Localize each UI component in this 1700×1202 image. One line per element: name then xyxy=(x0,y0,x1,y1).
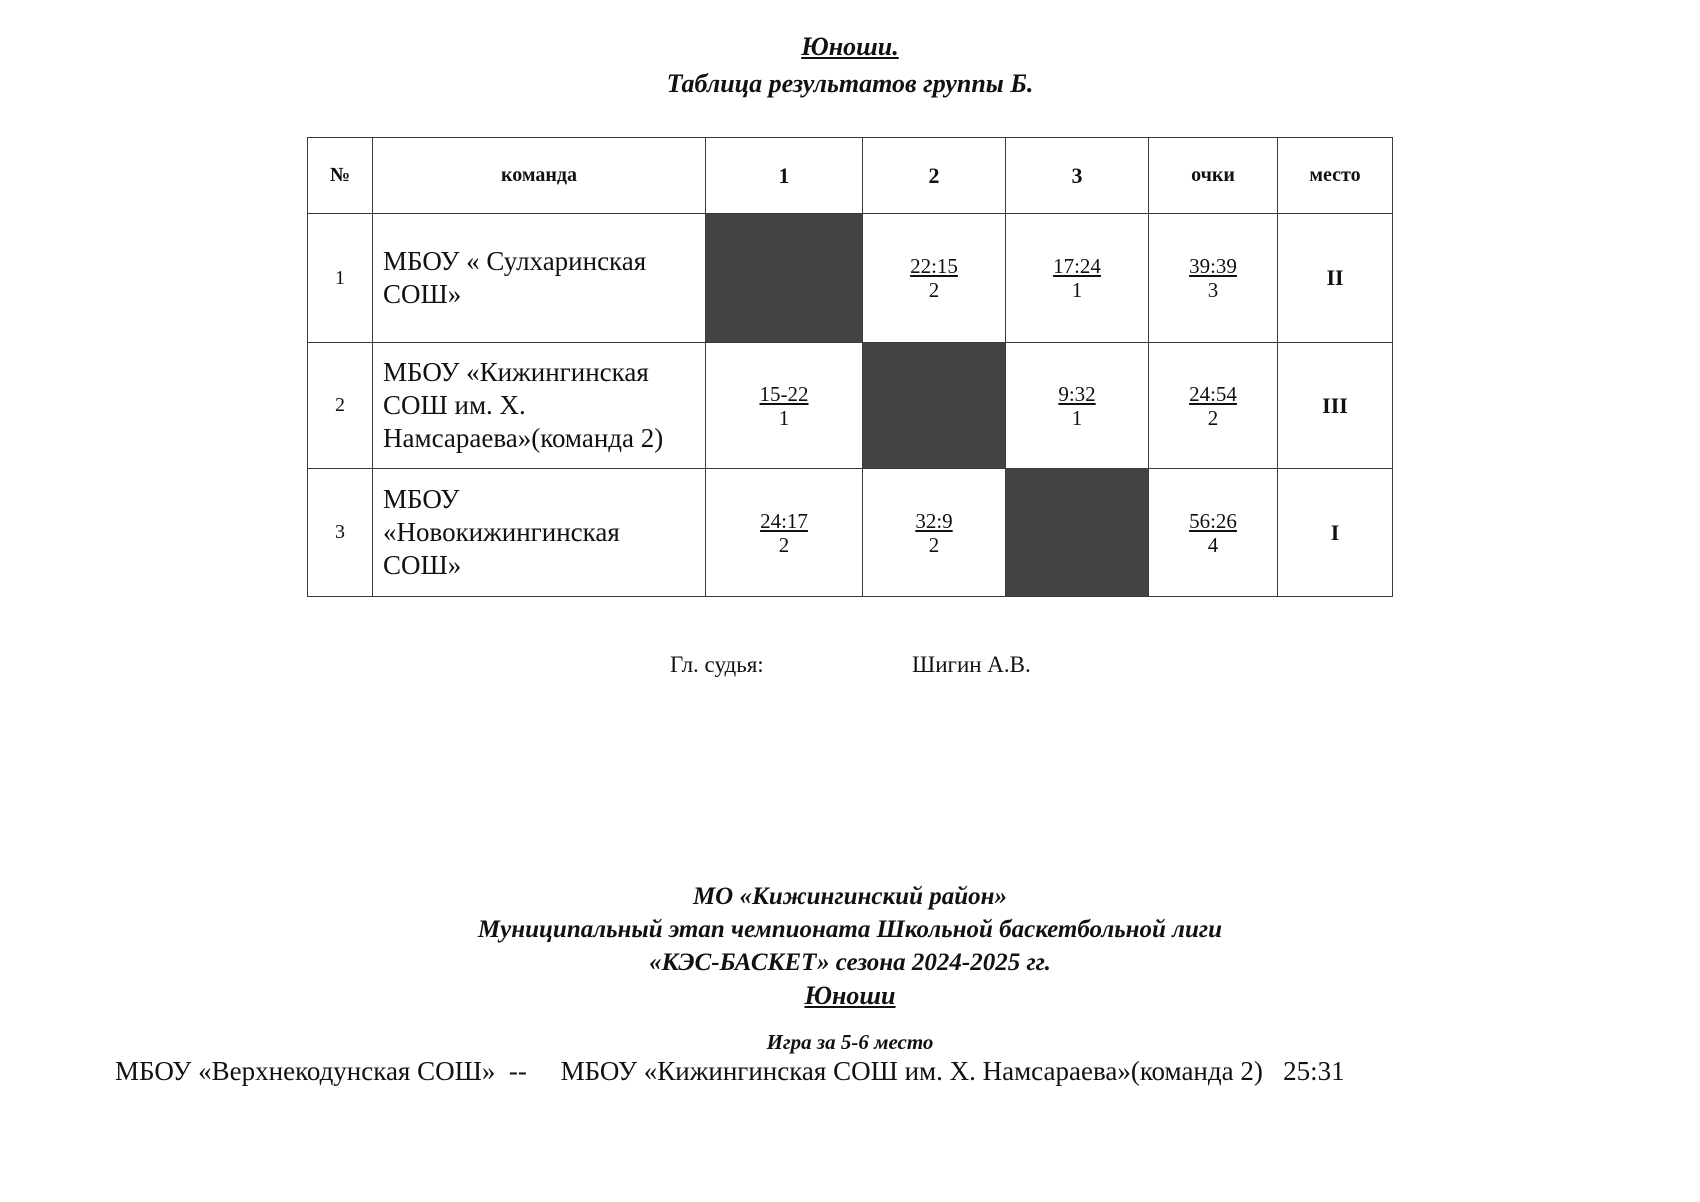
total-score: 39:39 xyxy=(1189,254,1237,278)
row-number: 2 xyxy=(308,343,373,469)
match-points: 2 xyxy=(778,532,790,557)
table-row xyxy=(308,469,1393,597)
footer-category: Юноши xyxy=(804,981,896,1010)
column-header-opponent-2: 2 xyxy=(863,138,1006,214)
total-cell xyxy=(1149,469,1278,597)
total-score: 56:26 xyxy=(1189,508,1237,533)
column-header-opponent-3: 3 xyxy=(1006,138,1149,214)
match-result-cell xyxy=(1006,214,1149,343)
column-header-team: команда xyxy=(373,138,706,214)
table-row xyxy=(308,343,1393,469)
match-points: 1 xyxy=(1071,278,1083,302)
row-number: 3 xyxy=(308,469,373,597)
self-match-cell xyxy=(863,343,1006,469)
match-result-cell xyxy=(706,469,863,597)
column-header-number: № xyxy=(308,138,373,214)
footer-season: «КЭС-БАСКЕТ» сезона 2024-2025 гг. xyxy=(649,949,1051,976)
column-header-points: очки xyxy=(1149,138,1278,214)
match-points: 1 xyxy=(778,405,790,430)
match-score: 24:17 xyxy=(760,508,808,533)
column-header-opponent-1: 1 xyxy=(706,138,863,214)
column-header-place: место xyxy=(1278,138,1393,214)
match-score: 22:15 xyxy=(910,254,958,278)
team-name: МБОУ « Сулхаринская СОШ» xyxy=(373,214,706,343)
match-score: 15-22 xyxy=(759,381,809,406)
match-score: 17:24 xyxy=(1053,254,1101,278)
team-name: МБОУ «Новокижингинская СОШ» xyxy=(373,469,706,597)
match-points: 2 xyxy=(928,532,940,557)
match-result-cell xyxy=(863,214,1006,343)
match-score: 32:9 xyxy=(915,508,953,533)
match-points: 1 xyxy=(1071,405,1083,430)
total-points: 3 xyxy=(1207,278,1219,302)
self-match-cell xyxy=(1006,469,1149,597)
game-title: Игра за 5-6 место xyxy=(766,1030,934,1054)
place-cell: I xyxy=(1278,469,1393,597)
footer-organization: МО «Кижингинский район» xyxy=(692,883,1008,910)
judge-name: Шигин А.В. xyxy=(912,652,1031,677)
table-header-row xyxy=(308,138,1393,214)
judge-label: Гл. судья: xyxy=(670,652,764,677)
place-cell: III xyxy=(1278,343,1393,469)
self-match-cell xyxy=(706,214,863,343)
total-cell xyxy=(1149,343,1278,469)
match-score: 9:32 xyxy=(1058,381,1096,406)
footer-event: Муниципальный этап чемпионата Школьной баскетбольной лиги xyxy=(477,916,1223,943)
match-result-cell xyxy=(863,469,1006,597)
table-title: Таблица результатов группы Б. xyxy=(666,69,1034,98)
match-result-cell xyxy=(706,343,863,469)
footer-heading xyxy=(0,880,1700,1012)
table-row xyxy=(308,214,1393,343)
total-points: 2 xyxy=(1207,405,1219,430)
total-points: 4 xyxy=(1207,532,1219,557)
total-score: 24:54 xyxy=(1189,381,1237,406)
match-result-cell xyxy=(1006,343,1149,469)
section-title: Юноши. xyxy=(801,32,899,61)
team-name: МБОУ «Кижингинская СОШ им. Х. Намсараева»(команда 2) xyxy=(373,343,706,469)
game-result-line: МБОУ «Верхнекодунская СОШ» -- МБОУ «Кижингинская СОШ им. Х. Намсараева»(команда 2) 25:31 xyxy=(115,1056,1345,1086)
results-table xyxy=(307,137,1393,597)
total-cell xyxy=(1149,214,1278,343)
row-number: 1 xyxy=(308,214,373,343)
place-cell: II xyxy=(1278,214,1393,343)
match-points: 2 xyxy=(928,278,940,302)
